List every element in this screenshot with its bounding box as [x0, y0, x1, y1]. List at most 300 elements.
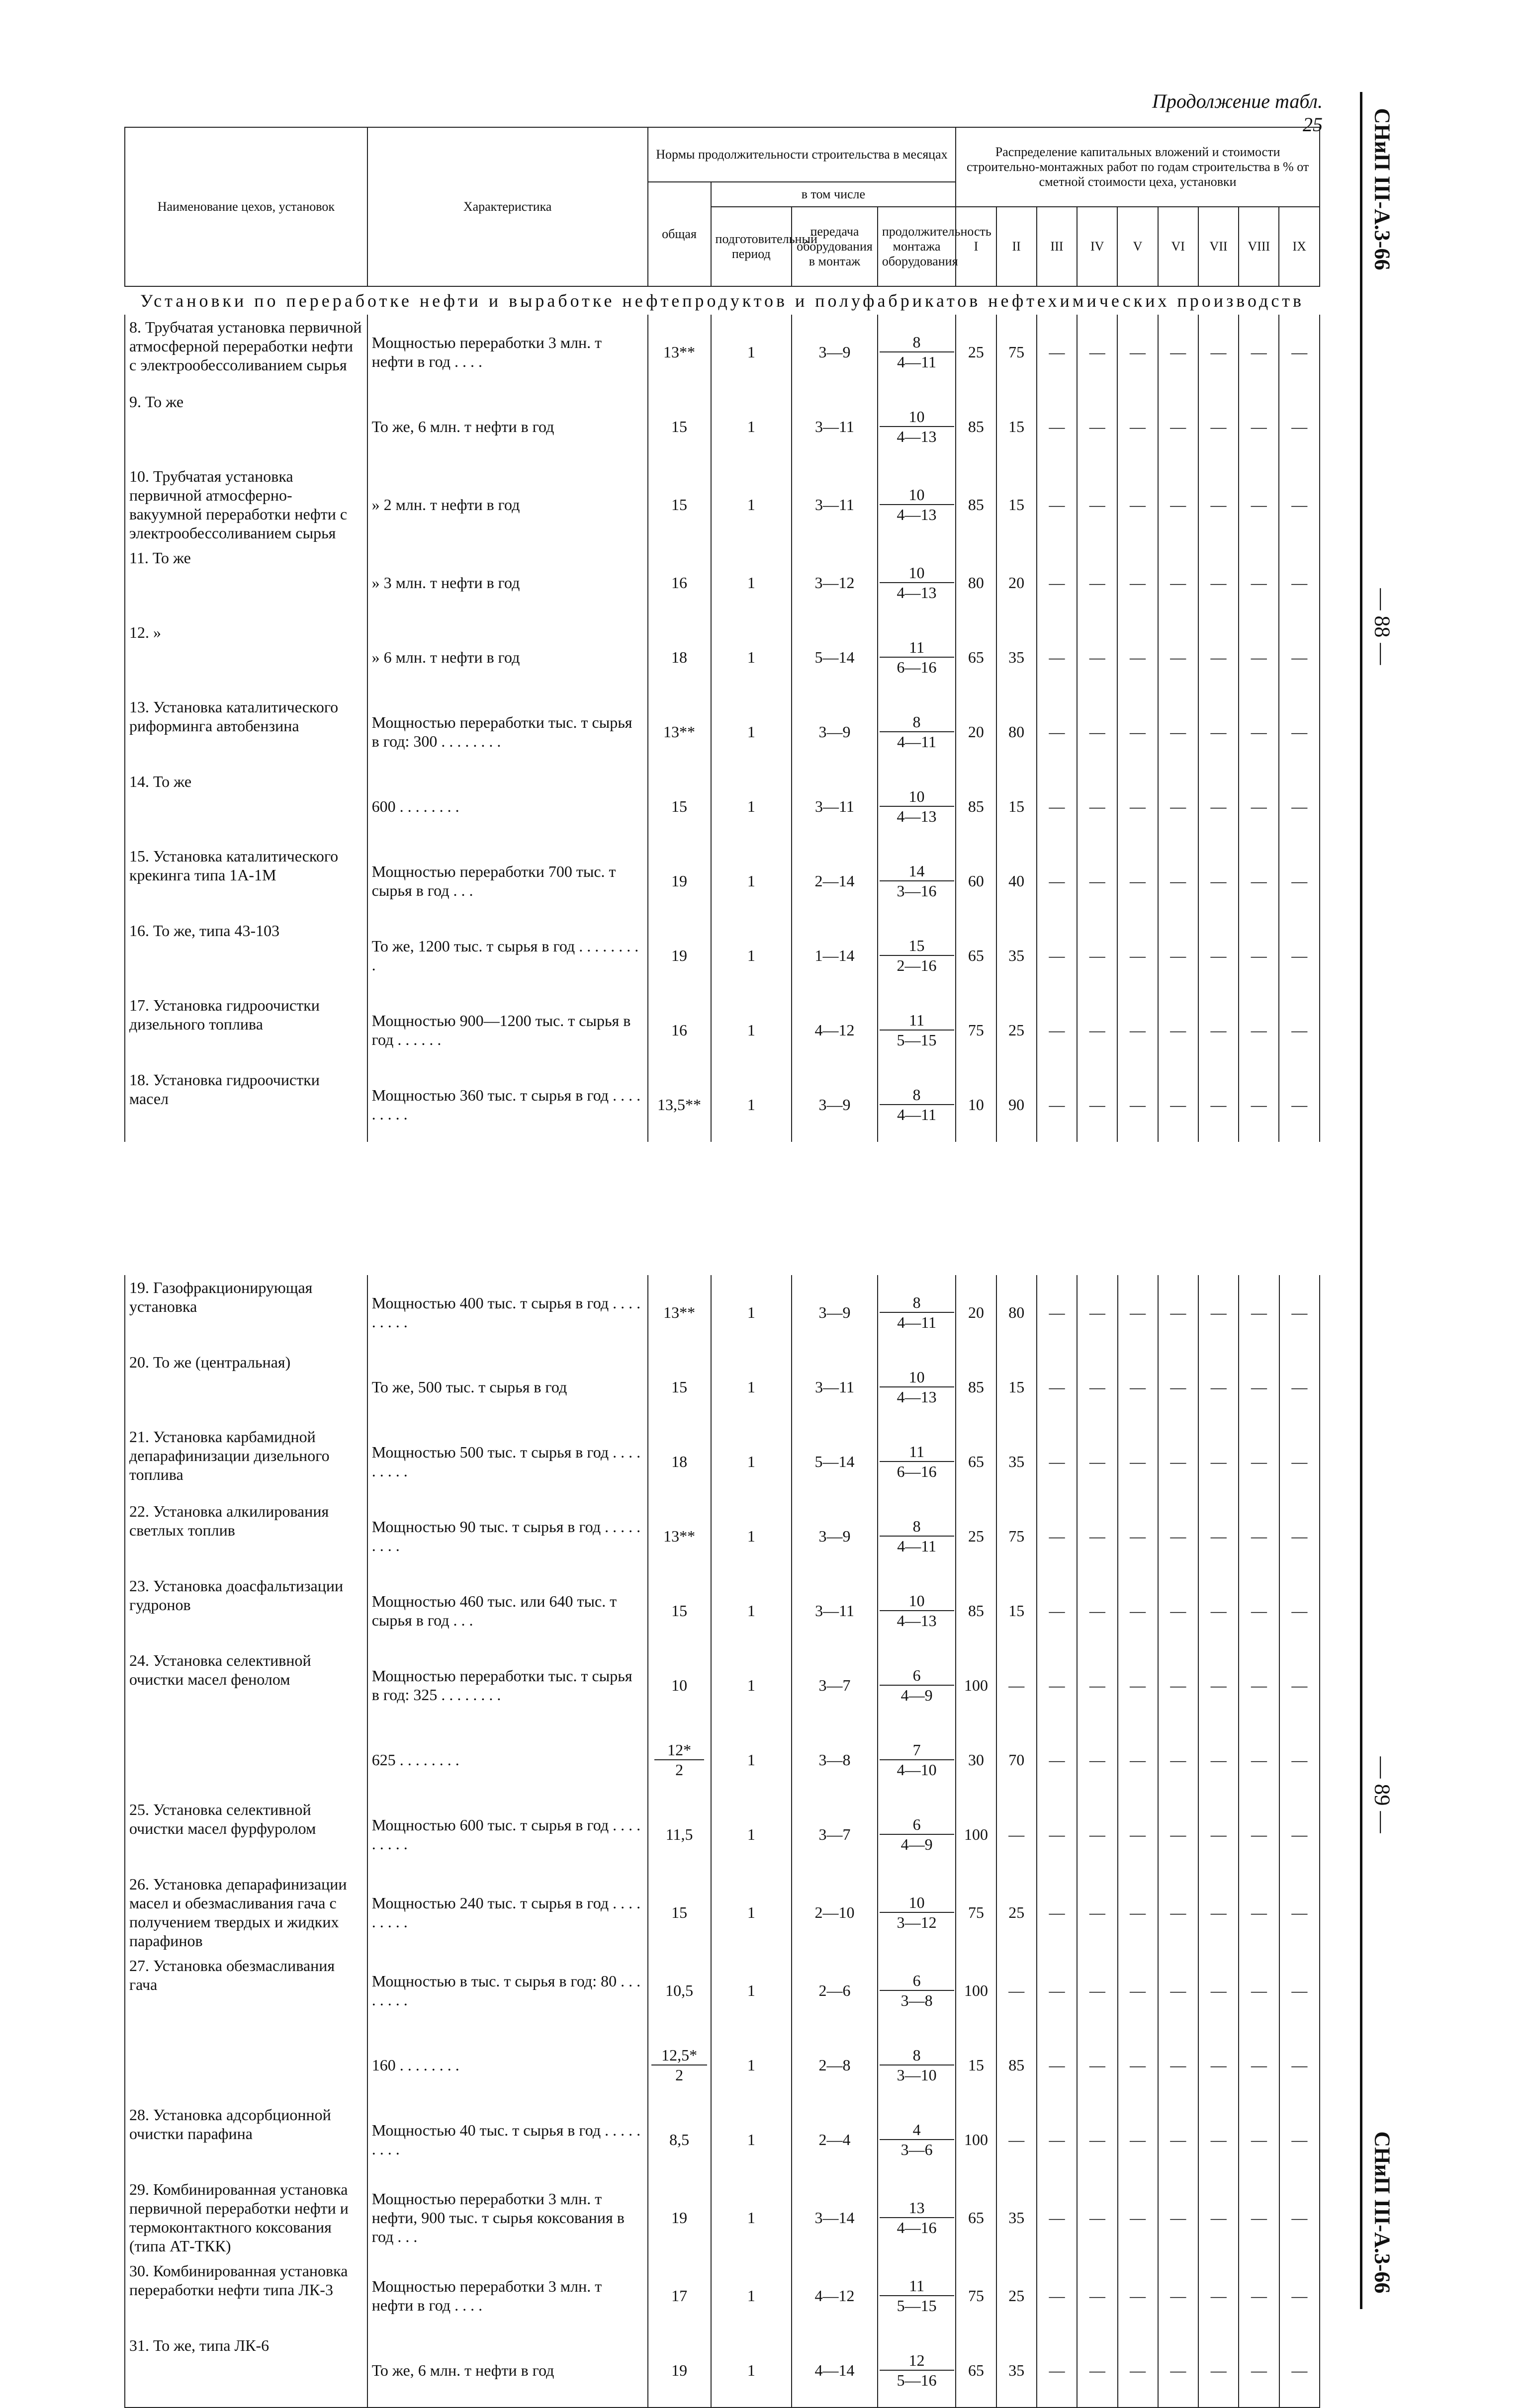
- year-4-percent: —: [1077, 315, 1117, 389]
- install-duration-top: 6: [880, 1971, 954, 1991]
- equipment-transfer: 2—14: [792, 844, 878, 918]
- year-6-percent: —: [1158, 1067, 1198, 1142]
- year-3-percent: —: [1037, 315, 1077, 389]
- year-7-percent: —: [1198, 2177, 1239, 2258]
- year-2-percent: 80: [996, 694, 1037, 769]
- duration-total: 8,5: [648, 2102, 711, 2177]
- year-8-percent: —: [1239, 1499, 1279, 1573]
- year-5-percent: —: [1117, 694, 1158, 769]
- equipment-transfer: 3—11: [792, 1350, 878, 1424]
- install-duration: [878, 1350, 956, 1424]
- year-8-percent: —: [1239, 1648, 1279, 1722]
- year-8-percent: —: [1239, 1872, 1279, 1953]
- year-8-percent: —: [1239, 1573, 1279, 1648]
- header-total: общая: [648, 182, 711, 286]
- table-row: [125, 620, 1320, 694]
- year-2-percent: 15: [996, 389, 1037, 464]
- year-6-percent: —: [1158, 1722, 1198, 1797]
- year-5-percent: —: [1118, 1648, 1158, 1722]
- year-3-percent: —: [1037, 1872, 1077, 1953]
- year-4-percent: —: [1077, 620, 1117, 694]
- table-row: [125, 1797, 1320, 1872]
- table-row: [125, 315, 1320, 389]
- year-4-percent: —: [1077, 464, 1117, 545]
- year-4-percent: —: [1077, 1648, 1117, 1722]
- unit-characteristic: Мощностью переработки 3 млн. т нефти, 900 тыс. т сырья коксования в год . . .: [367, 2177, 648, 2258]
- year-5-percent: —: [1118, 1797, 1158, 1872]
- year-1-percent: 15: [956, 2028, 996, 2102]
- unit-name: 21. Установка карбамидной депарафинизации дизельного топлива: [125, 1424, 367, 1499]
- equipment-transfer: 3—9: [792, 1499, 878, 1573]
- unit-characteristic: » 3 млн. т нефти в год: [367, 545, 648, 620]
- year-9-percent: —: [1279, 2102, 1320, 2177]
- unit-characteristic: 160 . . . . . . . .: [367, 2028, 648, 2102]
- duration-total: 15: [648, 1872, 711, 1953]
- year-8-percent: —: [1239, 2258, 1279, 2333]
- install-duration-bottom: 5—16: [897, 2371, 937, 2389]
- install-duration-top: 8: [880, 1085, 954, 1105]
- year-2-percent: —: [996, 1797, 1037, 1872]
- duration-total-value: 12*: [654, 1740, 704, 1760]
- prep-period: 1: [711, 315, 792, 389]
- year-8-percent: —: [1239, 315, 1279, 389]
- prep-period: 1: [711, 389, 792, 464]
- year-9-percent: —: [1279, 1872, 1320, 1953]
- unit-characteristic: Мощностью переработки тыс. т сырья в год: 325 . . . . . . . .: [367, 1648, 648, 1722]
- table-row: [125, 1648, 1320, 1722]
- install-duration-bottom: 4—10: [897, 1761, 937, 1779]
- year-6-percent: —: [1158, 1499, 1198, 1573]
- year-5-percent: —: [1118, 1872, 1158, 1953]
- header-year-3: III: [1037, 207, 1077, 286]
- install-duration-bottom: 5—15: [897, 2297, 937, 2315]
- duration-total: 15: [648, 769, 711, 844]
- year-4-percent: —: [1077, 844, 1117, 918]
- header-prep: подготовительный период: [711, 207, 792, 286]
- year-4-percent: —: [1077, 1872, 1117, 1953]
- year-4-percent: —: [1077, 769, 1117, 844]
- year-8-percent: —: [1239, 1722, 1279, 1797]
- year-8-percent: —: [1239, 1275, 1279, 1350]
- continuation-title: Продолжение табл. 25: [1152, 90, 1323, 136]
- equipment-transfer: 4—12: [792, 2258, 878, 2333]
- install-duration-top: 12: [880, 2351, 954, 2371]
- year-5-percent: —: [1118, 1722, 1158, 1797]
- year-5-percent: —: [1118, 1424, 1158, 1499]
- unit-name: 23. Установка доасфальтизации гудронов: [125, 1573, 367, 1648]
- equipment-transfer: 2—8: [792, 2028, 878, 2102]
- year-7-percent: —: [1198, 1499, 1239, 1573]
- install-duration-top: 15: [880, 936, 954, 956]
- year-4-percent: —: [1077, 2177, 1117, 2258]
- equipment-transfer: 2—4: [792, 2102, 878, 2177]
- duration-total: 17: [648, 2258, 711, 2333]
- year-5-percent: —: [1117, 545, 1158, 620]
- table-row: [125, 1067, 1320, 1142]
- duration-total: 19: [648, 844, 711, 918]
- install-duration-top: 10: [880, 563, 954, 583]
- year-2-percent: 25: [996, 1872, 1037, 1953]
- install-duration-top: 8: [880, 333, 954, 352]
- unit-name: 8. Трубчатая установка первичной атмосферной переработки нефти с электрообессоливанием сырья: [125, 315, 367, 389]
- install-duration-top: 8: [880, 2046, 954, 2065]
- year-7-percent: —: [1198, 464, 1239, 545]
- year-2-percent: 35: [996, 918, 1037, 993]
- year-9-percent: —: [1279, 620, 1320, 694]
- equipment-transfer: 5—14: [792, 620, 878, 694]
- unit-name: 28. Установка адсорбционной очистки парафина: [125, 2102, 367, 2177]
- install-duration-top: 10: [880, 787, 954, 807]
- year-2-percent: 85: [996, 2028, 1037, 2102]
- year-9-percent: —: [1279, 769, 1320, 844]
- duration-total: 15: [648, 464, 711, 545]
- unit-characteristic: Мощностью 600 тыс. т сырья в год . . . . . . . . .: [367, 1797, 648, 1872]
- year-5-percent: —: [1118, 1350, 1158, 1424]
- install-duration-bottom: 4—16: [897, 2219, 937, 2236]
- year-6-percent: —: [1158, 2177, 1198, 2258]
- year-1-percent: 25: [956, 1499, 996, 1573]
- install-duration-bottom: 4—9: [900, 1835, 933, 1853]
- unit-characteristic: То же, 500 тыс. т сырья в год: [367, 1350, 648, 1424]
- year-1-percent: 75: [956, 2258, 996, 2333]
- year-7-percent: —: [1198, 315, 1239, 389]
- year-5-percent: —: [1117, 620, 1158, 694]
- unit-characteristic: Мощностью в тыс. т сырья в год: 80 . . . . . . . .: [367, 1953, 648, 2028]
- install-duration-top: 11: [880, 1011, 954, 1031]
- duration-total: [648, 1722, 711, 1797]
- table-row: [125, 1350, 1320, 1424]
- year-2-percent: 75: [996, 315, 1037, 389]
- duration-total: 15: [648, 1573, 711, 1648]
- year-1-percent: 60: [956, 844, 996, 918]
- year-3-percent: —: [1037, 2177, 1077, 2258]
- year-3-percent: —: [1037, 1573, 1077, 1648]
- prep-period: 1: [711, 769, 792, 844]
- install-duration: [878, 769, 956, 844]
- equipment-transfer: 3—11: [792, 769, 878, 844]
- year-6-percent: —: [1158, 620, 1198, 694]
- year-1-percent: 65: [956, 2177, 996, 2258]
- unit-name: 31. То же, типа ЛК-6: [125, 2333, 367, 2408]
- unit-characteristic: 625 . . . . . . . .: [367, 1722, 648, 1797]
- table-top: [124, 127, 1320, 1142]
- year-1-percent: 100: [956, 1953, 996, 2028]
- install-duration: [878, 2333, 956, 2408]
- install-duration-bottom: 6—16: [897, 1462, 937, 1480]
- unit-characteristic: Мощностью переработки тыс. т сырья в год: 300 . . . . . . . .: [367, 694, 648, 769]
- unit-name: 25. Установка селективной очистки масел фурфуролом: [125, 1797, 367, 1872]
- duration-total: 10: [648, 1648, 711, 1722]
- year-6-percent: —: [1158, 993, 1198, 1067]
- install-duration: [878, 1953, 956, 2028]
- year-8-percent: —: [1239, 2102, 1279, 2177]
- unit-name: 29. Комбинированная установка первичной переработки нефти и термоконтактного коксования (типа АТ-ТКК): [125, 2177, 367, 2258]
- year-9-percent: —: [1279, 1350, 1320, 1424]
- year-2-percent: 90: [996, 1067, 1037, 1142]
- year-3-percent: —: [1037, 918, 1077, 993]
- year-7-percent: —: [1198, 844, 1239, 918]
- table-row: [125, 2028, 1320, 2102]
- duration-total-denominator: 2: [675, 1761, 684, 1779]
- year-7-percent: —: [1198, 1953, 1239, 2028]
- year-9-percent: —: [1279, 1573, 1320, 1648]
- year-7-percent: —: [1198, 918, 1239, 993]
- unit-name: 15. Установка каталитического крекинга типа 1А-1М: [125, 844, 367, 918]
- year-8-percent: —: [1239, 545, 1279, 620]
- prep-period: 1: [711, 2102, 792, 2177]
- year-1-percent: 100: [956, 1648, 996, 1722]
- year-8-percent: —: [1239, 993, 1279, 1067]
- install-duration: [878, 1499, 956, 1573]
- year-4-percent: —: [1077, 1067, 1117, 1142]
- year-4-percent: —: [1077, 1499, 1117, 1573]
- table-top-body: [125, 286, 1320, 1142]
- table-row: [125, 993, 1320, 1067]
- year-7-percent: —: [1198, 1648, 1239, 1722]
- year-1-percent: 100: [956, 2102, 996, 2177]
- unit-name: 12. »: [125, 620, 367, 694]
- year-4-percent: —: [1077, 1350, 1117, 1424]
- unit-characteristic: Мощностью 240 тыс. т сырья в год . . . . . . . . .: [367, 1872, 648, 1953]
- install-duration-top: 6: [880, 1666, 954, 1686]
- equipment-transfer: 3—9: [792, 1275, 878, 1350]
- equipment-transfer: 3—14: [792, 2177, 878, 2258]
- duration-total: 19: [648, 918, 711, 993]
- duration-total: 16: [648, 545, 711, 620]
- install-duration-top: 11: [880, 2276, 954, 2296]
- year-8-percent: —: [1239, 769, 1279, 844]
- year-5-percent: —: [1117, 918, 1158, 993]
- year-5-percent: —: [1118, 2333, 1158, 2408]
- year-3-percent: —: [1037, 694, 1077, 769]
- header-year-2: II: [996, 207, 1037, 286]
- prep-period: 1: [711, 1350, 792, 1424]
- year-6-percent: —: [1158, 464, 1198, 545]
- table-row: [125, 2333, 1320, 2408]
- year-6-percent: —: [1158, 918, 1198, 993]
- table-row: [125, 389, 1320, 464]
- year-9-percent: —: [1279, 464, 1320, 545]
- prep-period: 1: [711, 2028, 792, 2102]
- year-5-percent: —: [1118, 1499, 1158, 1573]
- header-year-5: V: [1117, 207, 1158, 286]
- header-distribution: Распределение капитальных вложений и стоимости строительно-монтажных работ по годам строительства в % от сметной стоимости цеха, установки: [956, 127, 1320, 207]
- year-1-percent: 25: [956, 315, 996, 389]
- year-1-percent: 85: [956, 1573, 996, 1648]
- year-8-percent: —: [1239, 2333, 1279, 2408]
- install-duration: [878, 1067, 956, 1142]
- year-1-percent: 20: [956, 1275, 996, 1350]
- year-2-percent: 35: [996, 1424, 1037, 1499]
- year-9-percent: —: [1279, 918, 1320, 993]
- year-8-percent: —: [1239, 2028, 1279, 2102]
- table-row: [125, 1275, 1320, 1350]
- install-duration-bottom: 3—6: [900, 2141, 933, 2158]
- year-4-percent: —: [1077, 2258, 1117, 2333]
- year-6-percent: —: [1158, 2258, 1198, 2333]
- duration-total: 19: [648, 2177, 711, 2258]
- year-1-percent: 75: [956, 1872, 996, 1953]
- duration-total: 13**: [648, 315, 711, 389]
- year-4-percent: —: [1077, 545, 1117, 620]
- year-2-percent: 20: [996, 545, 1037, 620]
- year-3-percent: —: [1037, 1424, 1077, 1499]
- year-3-percent: —: [1037, 2028, 1077, 2102]
- duration-total-denominator: 2: [675, 2066, 684, 2084]
- install-duration-bottom: 3—10: [897, 2066, 937, 2084]
- install-duration: [878, 2258, 956, 2333]
- header-including: в том числе: [711, 182, 956, 207]
- equipment-transfer: 3—11: [792, 389, 878, 464]
- year-3-percent: —: [1037, 1722, 1077, 1797]
- table-row: [125, 1722, 1320, 1797]
- table-row: [125, 1573, 1320, 1648]
- year-3-percent: —: [1037, 2333, 1077, 2408]
- year-7-percent: —: [1198, 1350, 1239, 1424]
- year-2-percent: 35: [996, 2177, 1037, 2258]
- unit-characteristic: То же, 6 млн. т нефти в год: [367, 2333, 648, 2408]
- year-2-percent: 80: [996, 1275, 1037, 1350]
- install-duration: [878, 1872, 956, 1953]
- duration-total: 18: [648, 620, 711, 694]
- section-title: Установки по переработке нефти и выработке нефтепродуктов и полуфабрикатов нефтехимических производств: [140, 291, 1305, 311]
- install-duration-bottom: 4—11: [897, 733, 936, 751]
- table-row: [125, 769, 1320, 844]
- year-5-percent: —: [1118, 1953, 1158, 2028]
- year-3-percent: —: [1037, 545, 1077, 620]
- year-7-percent: —: [1198, 694, 1239, 769]
- year-7-percent: —: [1198, 2102, 1239, 2177]
- year-7-percent: —: [1198, 2258, 1239, 2333]
- year-3-percent: —: [1037, 389, 1077, 464]
- year-4-percent: —: [1077, 1275, 1117, 1350]
- table-bottom-body: [125, 1275, 1320, 2408]
- year-3-percent: —: [1037, 769, 1077, 844]
- year-9-percent: —: [1279, 1499, 1320, 1573]
- install-duration-bottom: 4—13: [897, 506, 937, 523]
- equipment-transfer: 3—11: [792, 1573, 878, 1648]
- year-6-percent: —: [1158, 1648, 1198, 1722]
- year-6-percent: —: [1158, 315, 1198, 389]
- header-transfer: передача оборудования в монтаж: [792, 207, 878, 286]
- prep-period: 1: [711, 2258, 792, 2333]
- year-3-percent: —: [1037, 1648, 1077, 1722]
- year-2-percent: 75: [996, 1499, 1037, 1573]
- year-6-percent: —: [1158, 1350, 1198, 1424]
- unit-name: 17. Установка гидроочистки дизельного топлива: [125, 993, 367, 1067]
- install-duration: [878, 389, 956, 464]
- year-7-percent: —: [1198, 1872, 1239, 1953]
- year-1-percent: 75: [956, 993, 996, 1067]
- year-1-percent: 20: [956, 694, 996, 769]
- prep-period: 1: [711, 1499, 792, 1573]
- year-2-percent: 40: [996, 844, 1037, 918]
- year-6-percent: —: [1158, 2102, 1198, 2177]
- unit-name: 14. То же: [125, 769, 367, 844]
- unit-characteristic: Мощностью переработки 3 млн. т нефти в год . . . .: [367, 315, 648, 389]
- unit-characteristic: Мощностью переработки 3 млн. т нефти в год . . . .: [367, 2258, 648, 2333]
- year-7-percent: —: [1198, 1722, 1239, 1797]
- header-year-8: VIII: [1239, 207, 1279, 286]
- year-7-percent: —: [1198, 1424, 1239, 1499]
- unit-name: 19. Газофракционирующая установка: [125, 1275, 367, 1350]
- year-5-percent: —: [1117, 769, 1158, 844]
- install-duration: [878, 1648, 956, 1722]
- install-duration: [878, 993, 956, 1067]
- unit-name: 9. То же: [125, 389, 367, 464]
- year-7-percent: —: [1198, 2028, 1239, 2102]
- year-3-percent: —: [1037, 1067, 1077, 1142]
- duration-total: 15: [648, 389, 711, 464]
- install-duration-bottom: 4—9: [900, 1686, 933, 1704]
- year-4-percent: —: [1077, 1573, 1117, 1648]
- table-bottom: [124, 1275, 1320, 2408]
- install-duration: [878, 1722, 956, 1797]
- install-duration-bottom: 3—16: [897, 882, 937, 900]
- install-duration-top: 8: [880, 1293, 954, 1313]
- year-1-percent: 85: [956, 769, 996, 844]
- equipment-transfer: 3—8: [792, 1722, 878, 1797]
- year-8-percent: —: [1239, 1797, 1279, 1872]
- unit-name: 30. Комбинированная установка переработки нефти типа ЛК-3: [125, 2258, 367, 2333]
- year-7-percent: —: [1198, 1797, 1239, 1872]
- install-duration-top: 14: [880, 861, 954, 881]
- install-duration-top: 8: [880, 712, 954, 732]
- year-3-percent: —: [1037, 993, 1077, 1067]
- install-duration-top: 6: [880, 1815, 954, 1835]
- table-row: [125, 1424, 1320, 1499]
- install-duration-top: 10: [880, 1893, 954, 1913]
- unit-name: [125, 1722, 367, 1797]
- year-9-percent: —: [1279, 1275, 1320, 1350]
- install-duration-top: 11: [880, 638, 954, 658]
- install-duration-bottom: 6—16: [897, 658, 937, 676]
- year-5-percent: —: [1118, 2177, 1158, 2258]
- year-2-percent: 35: [996, 2333, 1037, 2408]
- year-2-percent: 15: [996, 1350, 1037, 1424]
- header-year-1: I: [956, 207, 996, 286]
- install-duration: [878, 1275, 956, 1350]
- year-2-percent: —: [996, 1953, 1037, 2028]
- install-duration-bottom: 2—16: [897, 956, 937, 974]
- year-2-percent: 15: [996, 769, 1037, 844]
- install-duration: [878, 1573, 956, 1648]
- year-4-percent: —: [1077, 1424, 1117, 1499]
- year-1-percent: 10: [956, 1067, 996, 1142]
- duration-total: 19: [648, 2333, 711, 2408]
- year-8-percent: —: [1239, 694, 1279, 769]
- install-duration-top: 10: [880, 485, 954, 505]
- year-2-percent: 15: [996, 1573, 1037, 1648]
- year-8-percent: —: [1239, 844, 1279, 918]
- year-9-percent: —: [1279, 1953, 1320, 2028]
- prep-period: 1: [711, 2177, 792, 2258]
- equipment-transfer: 4—14: [792, 2333, 878, 2408]
- unit-characteristic: Мощностью 90 тыс. т сырья в год . . . . . . . . .: [367, 1499, 648, 1573]
- install-duration: [878, 315, 956, 389]
- equipment-transfer: 3—12: [792, 545, 878, 620]
- unit-name: 27. Установка обезмасливания гача: [125, 1953, 367, 2028]
- year-7-percent: —: [1198, 2333, 1239, 2408]
- year-7-percent: —: [1198, 1573, 1239, 1648]
- year-2-percent: —: [996, 1648, 1037, 1722]
- year-1-percent: 85: [956, 1350, 996, 1424]
- unit-characteristic: Мощностью 460 тыс. или 640 тыс. т сырья в год . . .: [367, 1573, 648, 1648]
- duration-total: 13**: [648, 694, 711, 769]
- year-8-percent: —: [1239, 464, 1279, 545]
- duration-total-value: 12,5*: [651, 2046, 707, 2065]
- install-duration-top: 11: [880, 1442, 954, 1462]
